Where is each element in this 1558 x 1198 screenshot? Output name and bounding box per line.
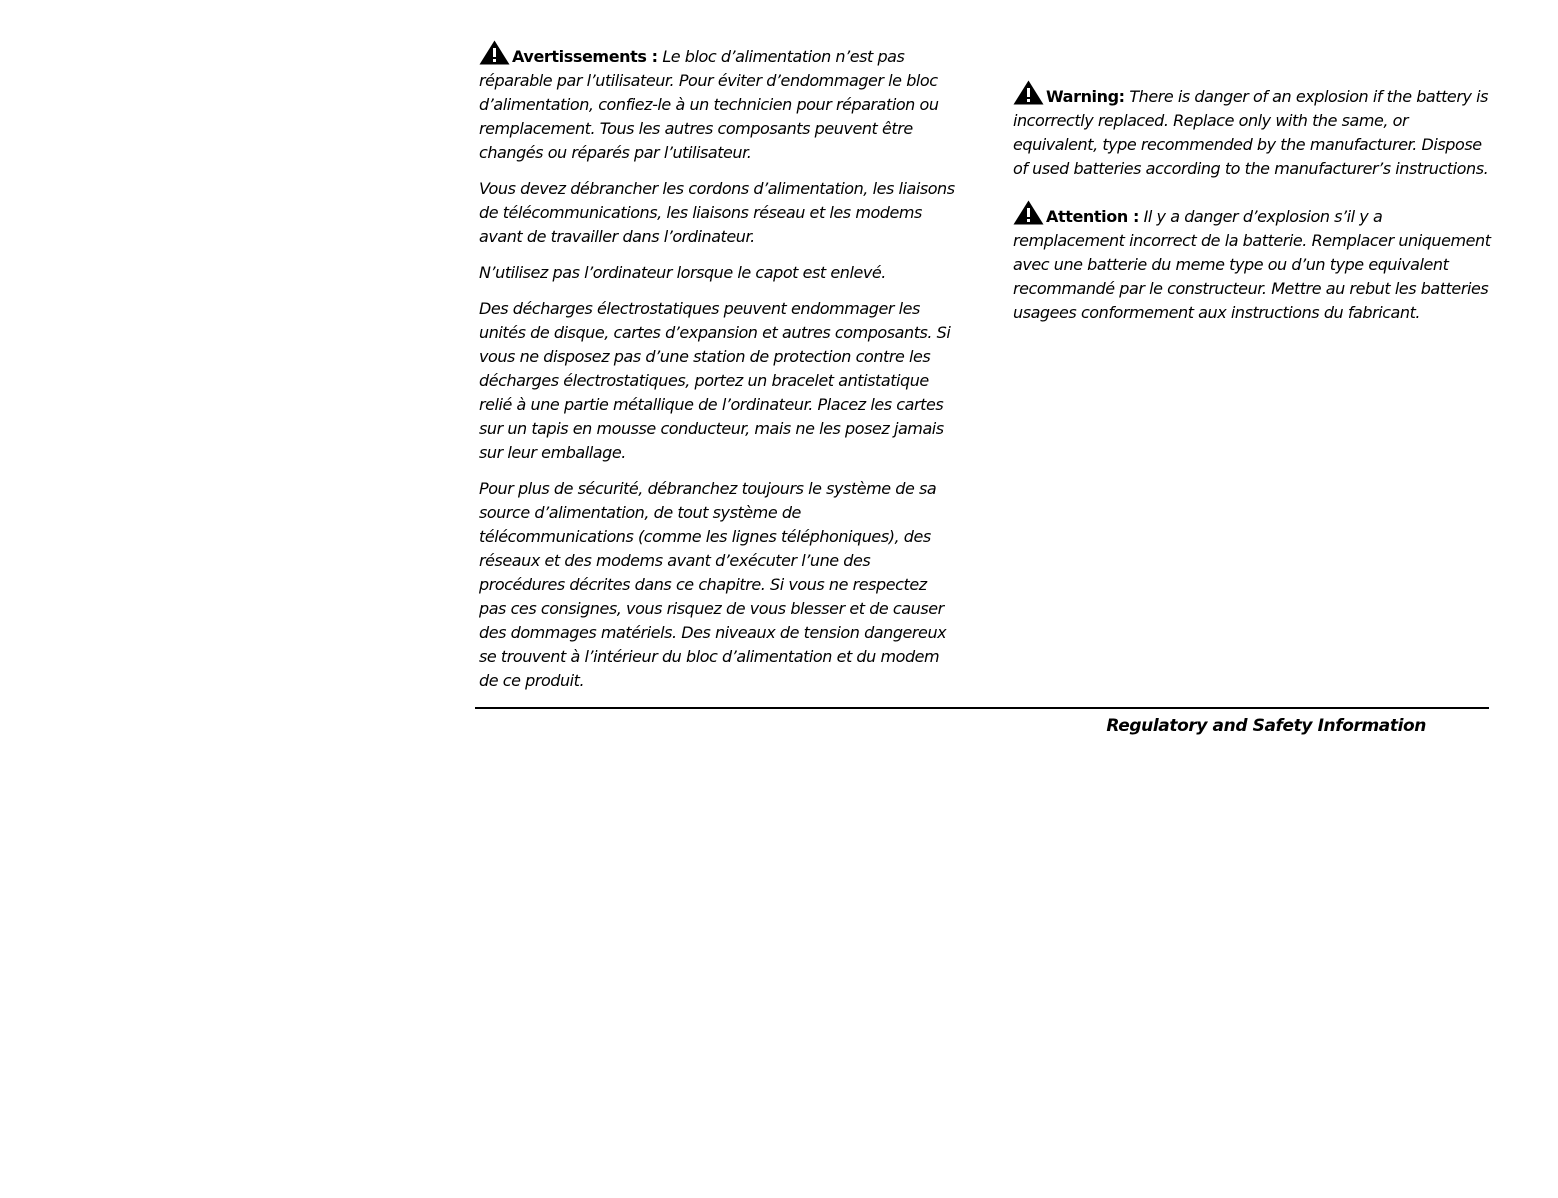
battery-warning-french bbox=[1013, 200, 1493, 325]
warning-text: Le bloc d’alimentation n’est pas réparable par l’utilisateur. Pour éviter d’endommager le bloc d’alimentation, confiez-le à un technicien pour réparation ou remplacement. Tous les autres composants peuvent être changés ou réparés par l’utilisateur. bbox=[479, 47, 939, 162]
warning-triangle-icon bbox=[479, 40, 510, 65]
warning-label: Attention : bbox=[1046, 207, 1140, 226]
warning-label: Avertissements : bbox=[512, 47, 658, 66]
paragraph: Vous devez débrancher les cordons d’alimentation, les liaisons de télécommunications, les liaisons réseau et les modems avant de travailler dans l’ordinateur. bbox=[479, 179, 955, 246]
paragraph: N’utilisez pas l’ordinateur lorsque le capot est enlevé. bbox=[479, 263, 886, 282]
right-column bbox=[1013, 80, 1493, 344]
warning-text: Il y a danger d’explosion s’il y a remplacement incorrect de la batterie. Remplacer uniquement avec une batterie du meme type ou d’un type equivalent recommandé par le constructeur. Mettre au rebut les batteries usagees conformement aux instructions du fabricant. bbox=[1013, 207, 1491, 322]
footer-divider bbox=[475, 707, 1489, 709]
battery-warning-english bbox=[1013, 80, 1493, 181]
left-column bbox=[479, 40, 957, 705]
power-supply-warning bbox=[479, 40, 957, 165]
warning-text: There is danger of an explosion if the battery is incorrectly replaced. Replace only with the same, or equivalent, type recommended by the manufacturer. Dispose of used batteries according to the manufacturer’s instructions. bbox=[1013, 87, 1489, 178]
paragraph: Des décharges électrostatiques peuvent endommager les unités de disque, cartes d’expansion et autres composants. Si vous ne disposez pas d’une station de protection contre les décharges électrostatiques, portez un bracelet antistatique relié à une partie métallique de l’ordinateur. Placez les cartes sur un tapis en mousse conducteur, mais ne les posez jamais sur leur emballage. bbox=[479, 299, 951, 462]
footer-section-title: Regulatory and Safety Information bbox=[1106, 716, 1426, 736]
paragraph: Pour plus de sécurité, débranchez toujours le système de sa source d’alimentation, de tout système de télécommunications (comme les lignes téléphoniques), des réseaux et des modems avant d’exécuter l’une des procédures décrites dans ce chapitre. Si vous ne respectez pas ces consignes, vous risquez de vous blesser et de causer des dommages matériels. Des niveaux de tension dangereux se trouvent à l’intérieur du bloc d’alimentation et du modem de ce produit. bbox=[479, 479, 947, 690]
warning-label: Warning: bbox=[1046, 87, 1125, 106]
warning-triangle-icon bbox=[1013, 80, 1044, 105]
warning-triangle-icon bbox=[1013, 200, 1044, 225]
